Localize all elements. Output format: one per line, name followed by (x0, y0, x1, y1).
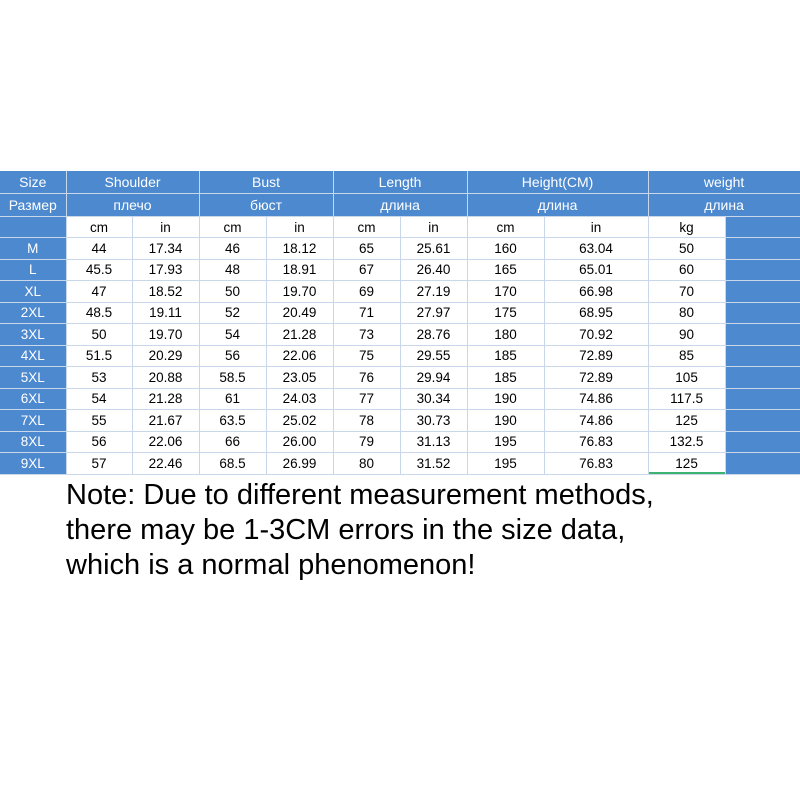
table-cell: 18.91 (266, 259, 333, 281)
table-cell: 160 (467, 238, 544, 260)
size-column-header: Size (0, 171, 66, 194)
table-cell: 29.94 (400, 367, 467, 389)
unit-cell: in (400, 217, 467, 238)
table-cell: 31.52 (400, 453, 467, 475)
table-cell: 18.52 (132, 281, 199, 303)
length-column-header: Length (333, 171, 467, 194)
table-cell: 50 (66, 324, 132, 346)
table-cell: 69 (333, 281, 400, 303)
bust-column-header-ru: бюст (199, 194, 333, 217)
table-cell: 76 (333, 367, 400, 389)
table-cell: 30.34 (400, 388, 467, 410)
table-row (0, 453, 800, 475)
table-cell: 45.5 (66, 259, 132, 281)
table-cell: 63.04 (544, 238, 648, 260)
table-cell: 117.5 (648, 388, 725, 410)
table-cell: 66 (199, 431, 266, 453)
table-cell: 19.70 (132, 324, 199, 346)
table-cell: 20.49 (266, 302, 333, 324)
filler-cell (725, 431, 800, 453)
table-cell: 170 (467, 281, 544, 303)
unit-cell: kg (648, 217, 725, 238)
note-line: there may be 1-3CM errors in the size data, (66, 514, 626, 546)
bust-column-header: Bust (199, 171, 333, 194)
shoulder-column-header: Shoulder (66, 171, 199, 194)
table-cell: 22.46 (132, 453, 199, 475)
table-cell: 51.5 (66, 345, 132, 367)
table-cell: 85 (648, 345, 725, 367)
table-cell: 22.06 (132, 431, 199, 453)
table-cell: 132.5 (648, 431, 725, 453)
table-cell: 190 (467, 410, 544, 432)
weight-column-header-ru: длина (648, 194, 800, 217)
table-cell: 27.19 (400, 281, 467, 303)
filler-cell (725, 367, 800, 389)
filler-cell (725, 281, 800, 303)
table-cell: 77 (333, 388, 400, 410)
unit-cell-empty (0, 217, 66, 238)
table-cell: 80 (648, 302, 725, 324)
filler-cell (725, 388, 800, 410)
size-column-header-ru: Размер (0, 194, 66, 217)
table-cell: 56 (66, 431, 132, 453)
table-cell: 52 (199, 302, 266, 324)
table-cell: 180 (467, 324, 544, 346)
size-data-rows (0, 238, 800, 475)
table-cell: 125 (648, 453, 725, 475)
table-cell: 61 (199, 388, 266, 410)
length-column-header-ru: длина (333, 194, 467, 217)
height-column-header-ru: длина (467, 194, 648, 217)
table-cell: 79 (333, 431, 400, 453)
table-cell: 23.05 (266, 367, 333, 389)
measurement-note (66, 478, 786, 583)
table-cell: 26.40 (400, 259, 467, 281)
note-line: which is a normal phenomenon! (66, 549, 476, 581)
table-cell: 21.67 (132, 410, 199, 432)
table-cell: 31.13 (400, 431, 467, 453)
table-cell: 76.83 (544, 431, 648, 453)
table-cell: 58.5 (199, 367, 266, 389)
table-cell: 18.12 (266, 238, 333, 260)
weight-column-header: weight (648, 171, 800, 194)
table-cell: 73 (333, 324, 400, 346)
unit-cell: cm (66, 217, 132, 238)
table-row (0, 259, 800, 281)
table-cell: 185 (467, 345, 544, 367)
table-row (0, 324, 800, 346)
unit-cell: in (266, 217, 333, 238)
size-label-cell: L (0, 259, 66, 281)
table-row (0, 431, 800, 453)
table-cell: 25.02 (266, 410, 333, 432)
table-cell: 47 (66, 281, 132, 303)
height-column-header: Height(CM) (467, 171, 648, 194)
table-row (0, 302, 800, 324)
table-row (0, 238, 800, 260)
size-label-cell: 9XL (0, 453, 66, 475)
table-cell: 19.70 (266, 281, 333, 303)
table-cell: 175 (467, 302, 544, 324)
size-label-cell: 3XL (0, 324, 66, 346)
table-cell: 74.86 (544, 388, 648, 410)
table-cell: 185 (467, 367, 544, 389)
filler-cell (725, 259, 800, 281)
table-cell: 63.5 (199, 410, 266, 432)
table-cell: 70.92 (544, 324, 648, 346)
table-cell: 57 (66, 453, 132, 475)
table-cell: 24.03 (266, 388, 333, 410)
table-cell: 22.06 (266, 345, 333, 367)
filler-cell (725, 345, 800, 367)
table-cell: 17.34 (132, 238, 199, 260)
table-cell: 75 (333, 345, 400, 367)
size-label-cell: M (0, 238, 66, 260)
table-cell: 54 (199, 324, 266, 346)
table-row (0, 281, 800, 303)
table-cell: 27.97 (400, 302, 467, 324)
shoulder-column-header-ru: плечо (66, 194, 199, 217)
table-cell: 190 (467, 388, 544, 410)
size-label-cell: 7XL (0, 410, 66, 432)
table-cell: 165 (467, 259, 544, 281)
filler-cell (725, 238, 800, 260)
table-cell: 50 (648, 238, 725, 260)
table-cell: 44 (66, 238, 132, 260)
table-cell: 78 (333, 410, 400, 432)
table-cell: 54 (66, 388, 132, 410)
table-cell: 68.95 (544, 302, 648, 324)
table-cell: 125 (648, 410, 725, 432)
table-cell: 55 (66, 410, 132, 432)
unit-row (0, 217, 800, 238)
header-row-russian (0, 194, 800, 217)
table-cell: 29.55 (400, 345, 467, 367)
filler-cell (725, 453, 800, 475)
table-cell: 17.93 (132, 259, 199, 281)
table-cell: 71 (333, 302, 400, 324)
table-cell: 30.73 (400, 410, 467, 432)
table-cell: 60 (648, 259, 725, 281)
table-cell: 21.28 (132, 388, 199, 410)
table-cell: 48 (199, 259, 266, 281)
table-cell: 26.00 (266, 431, 333, 453)
filler-cell (725, 324, 800, 346)
size-label-cell: 4XL (0, 345, 66, 367)
filler-cell (725, 410, 800, 432)
size-label-cell: 6XL (0, 388, 66, 410)
table-row (0, 410, 800, 432)
table-cell: 46 (199, 238, 266, 260)
table-cell: 90 (648, 324, 725, 346)
table-cell: 20.29 (132, 345, 199, 367)
table-cell: 25.61 (400, 238, 467, 260)
table-cell: 19.11 (132, 302, 199, 324)
table-cell: 50 (199, 281, 266, 303)
unit-cell: in (132, 217, 199, 238)
table-cell: 195 (467, 453, 544, 475)
table-cell: 21.28 (266, 324, 333, 346)
table-row (0, 388, 800, 410)
unit-cell: cm (333, 217, 400, 238)
table-cell: 70 (648, 281, 725, 303)
size-label-cell: 5XL (0, 367, 66, 389)
table-cell: 56 (199, 345, 266, 367)
table-row (0, 345, 800, 367)
table-cell: 72.89 (544, 345, 648, 367)
table-cell: 105 (648, 367, 725, 389)
table-cell: 76.83 (544, 453, 648, 475)
table-cell: 48.5 (66, 302, 132, 324)
table-cell: 80 (333, 453, 400, 475)
note-line: Note: Due to different measurement methods, (66, 479, 654, 511)
table-cell: 67 (333, 259, 400, 281)
unit-cell: in (544, 217, 648, 238)
table-cell: 72.89 (544, 367, 648, 389)
size-chart-table (0, 171, 800, 475)
table-cell: 20.88 (132, 367, 199, 389)
table-cell: 74.86 (544, 410, 648, 432)
size-label-cell: 8XL (0, 431, 66, 453)
table-cell: 28.76 (400, 324, 467, 346)
table-cell: 65.01 (544, 259, 648, 281)
unit-cell: cm (199, 217, 266, 238)
table-cell: 26.99 (266, 453, 333, 475)
table-cell: 66.98 (544, 281, 648, 303)
table-row (0, 367, 800, 389)
table-cell: 53 (66, 367, 132, 389)
unit-cell: cm (467, 217, 544, 238)
filler-cell (725, 217, 800, 238)
table-cell: 68.5 (199, 453, 266, 475)
table-cell: 65 (333, 238, 400, 260)
header-row-english (0, 171, 800, 194)
filler-cell (725, 302, 800, 324)
size-label-cell: XL (0, 281, 66, 303)
table-cell: 195 (467, 431, 544, 453)
size-label-cell: 2XL (0, 302, 66, 324)
